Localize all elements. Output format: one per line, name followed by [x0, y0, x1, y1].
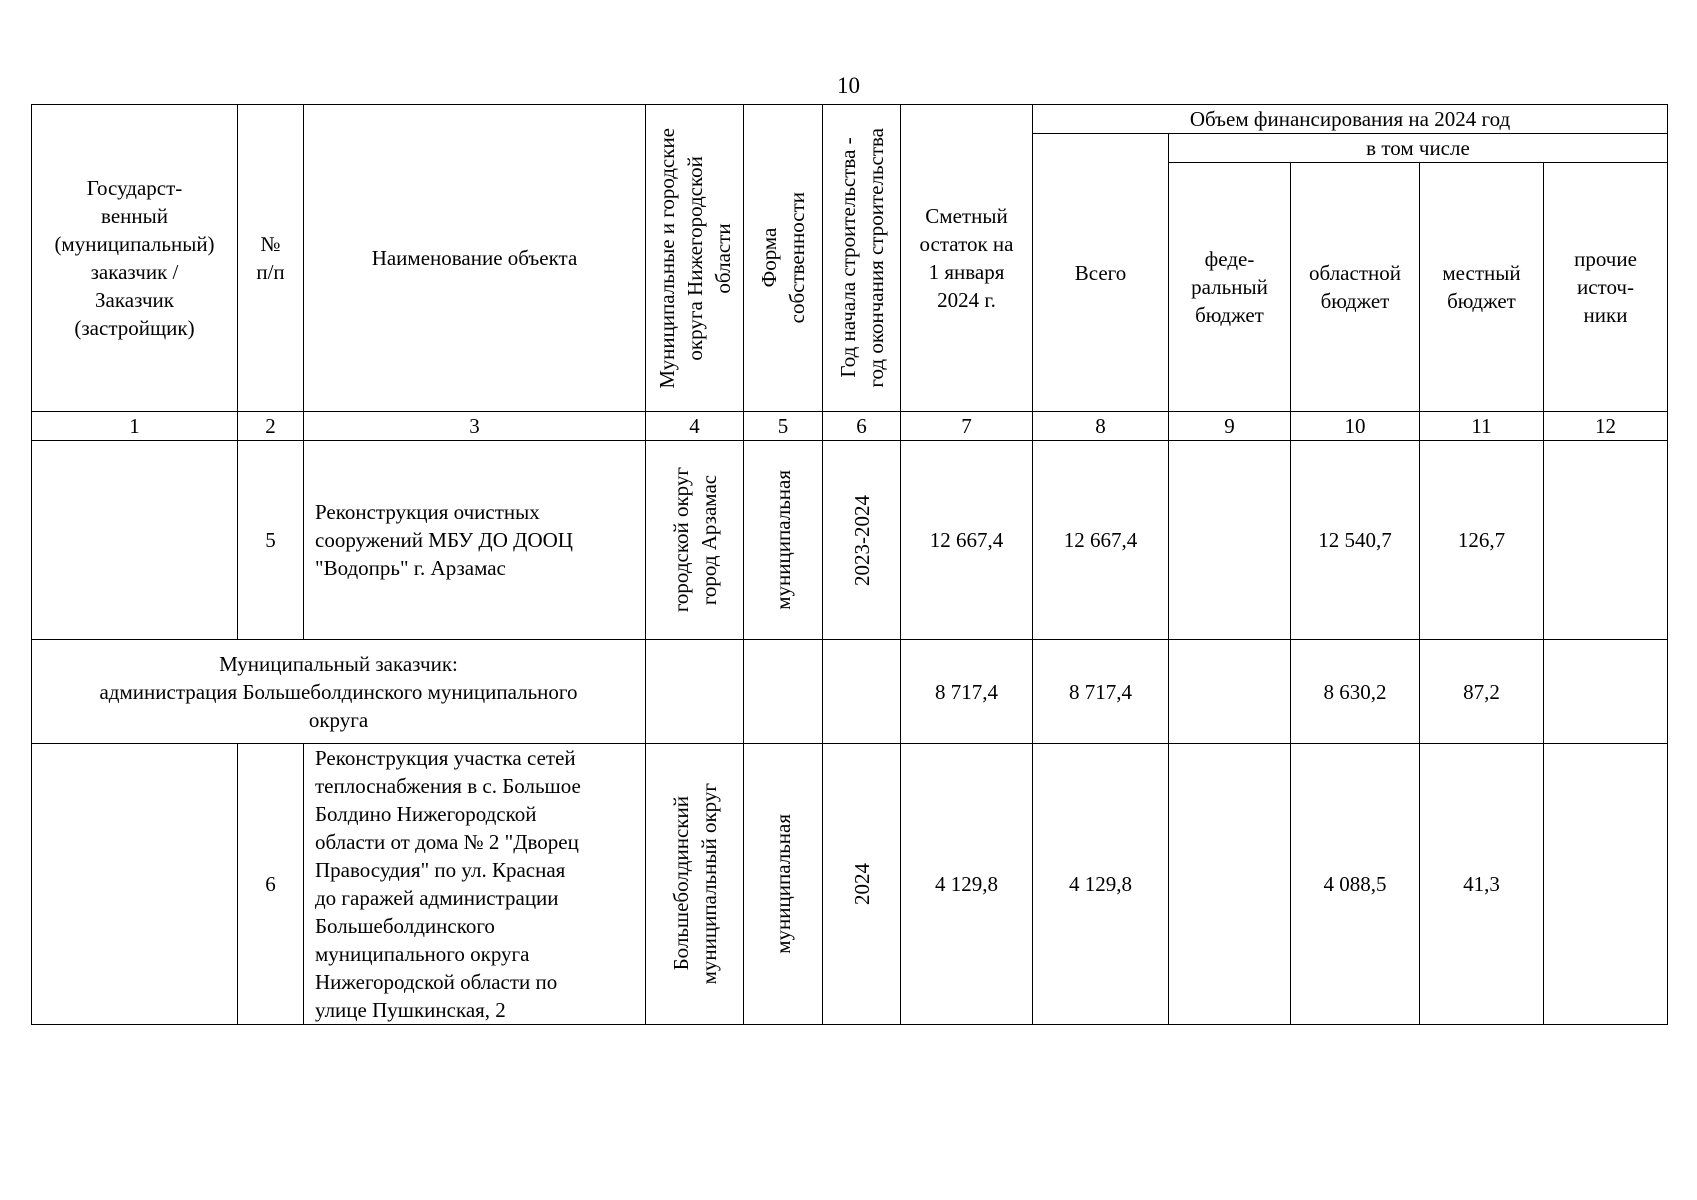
- cell-district: Большеболдинский муниципальный округ: [646, 744, 744, 1025]
- cell-customer: [32, 441, 238, 640]
- cell-balance: 4 129,8: [901, 744, 1033, 1025]
- cell-regional: 12 540,7: [1291, 441, 1420, 640]
- cell-years: 2023-2024: [823, 441, 901, 640]
- cell-other: [1544, 441, 1668, 640]
- cell-object-name: Реконструкция участка сетей теплоснабжения в с. Большое Болдино Нижегородской области от дома № 2 "Дворец Правосудия" по ул. Красная до гаражей администрации Большеболдинского муниципального округа Нижегородской области по улице Пушкинская, 2: [304, 744, 646, 1025]
- column-number: 7: [901, 412, 1033, 441]
- header-total: Всего: [1033, 134, 1169, 412]
- cell-district: городской округ город Арзамас: [646, 441, 744, 640]
- cell-federal: [1169, 441, 1291, 640]
- cell-object-name: Реконструкция очистных сооружений МБУ ДО ДООЦ "Водопрь" г. Арзамас: [304, 441, 646, 640]
- cell-local: 126,7: [1420, 441, 1544, 640]
- header-balance: Сметный остаток на 1 января 2024 г.: [901, 105, 1033, 412]
- cell-ownership: муниципальная: [744, 744, 823, 1025]
- cell-other: [1544, 640, 1668, 744]
- header-object-name: Наименование объекта: [304, 105, 646, 412]
- header-years: Год начала строительства - год окончания строительства: [823, 105, 901, 412]
- header-other: прочие источ- ники: [1544, 163, 1668, 412]
- column-number: 10: [1291, 412, 1420, 441]
- cell-local: 87,2: [1420, 640, 1544, 744]
- page-number: 10: [837, 73, 860, 98]
- cell-years: 2024: [823, 744, 901, 1025]
- column-number: 2: [238, 412, 304, 441]
- cell-federal: [1169, 640, 1291, 744]
- financing-table: [31, 104, 1668, 1025]
- header-including: в том числе: [1169, 134, 1668, 163]
- cell-total: 8 717,4: [1033, 640, 1169, 744]
- cell-local: 41,3: [1420, 744, 1544, 1025]
- cell-customer: [32, 744, 238, 1025]
- header-funding-title: Объем финансирования на 2024 год: [1033, 105, 1668, 134]
- column-number: 8: [1033, 412, 1169, 441]
- column-number: 1: [32, 412, 238, 441]
- cell-summary: Муниципальный заказчик: администрация Большеболдинского муниципального округа: [32, 640, 646, 744]
- cell-regional: 4 088,5: [1291, 744, 1420, 1025]
- cell-number: 5: [238, 441, 304, 640]
- column-number: 5: [744, 412, 823, 441]
- cell-federal: [1169, 744, 1291, 1025]
- table-row: [32, 441, 1668, 640]
- header-row-1: [32, 105, 1668, 134]
- header-customer: Государст- венный (муниципальный) заказчик / Заказчик (застройщик): [32, 105, 238, 412]
- header-regional: областной бюджет: [1291, 163, 1420, 412]
- cell-ownership: муниципальная: [744, 441, 823, 640]
- column-number: 11: [1420, 412, 1544, 441]
- cell-total: 12 667,4: [1033, 441, 1169, 640]
- header-districts: Муниципальные и городские округа Нижегородской области: [646, 105, 744, 412]
- cell-district: [646, 640, 744, 744]
- cell-ownership: [744, 640, 823, 744]
- column-number: 3: [304, 412, 646, 441]
- header-local: местный бюджет: [1420, 163, 1544, 412]
- header-number: № п/п: [238, 105, 304, 412]
- header-ownership: Форма собственности: [744, 105, 823, 412]
- column-number: 4: [646, 412, 744, 441]
- column-number: 6: [823, 412, 901, 441]
- column-number: 9: [1169, 412, 1291, 441]
- column-number: 12: [1544, 412, 1668, 441]
- cell-other: [1544, 744, 1668, 1025]
- cell-balance: 8 717,4: [901, 640, 1033, 744]
- summary-row: [32, 640, 1668, 744]
- cell-regional: 8 630,2: [1291, 640, 1420, 744]
- header-federal: феде- ральный бюджет: [1169, 163, 1291, 412]
- column-number-row: [32, 412, 1668, 441]
- cell-balance: 12 667,4: [901, 441, 1033, 640]
- cell-total: 4 129,8: [1033, 744, 1169, 1025]
- cell-number: 6: [238, 744, 304, 1025]
- cell-years: [823, 640, 901, 744]
- table-row: [32, 744, 1668, 1025]
